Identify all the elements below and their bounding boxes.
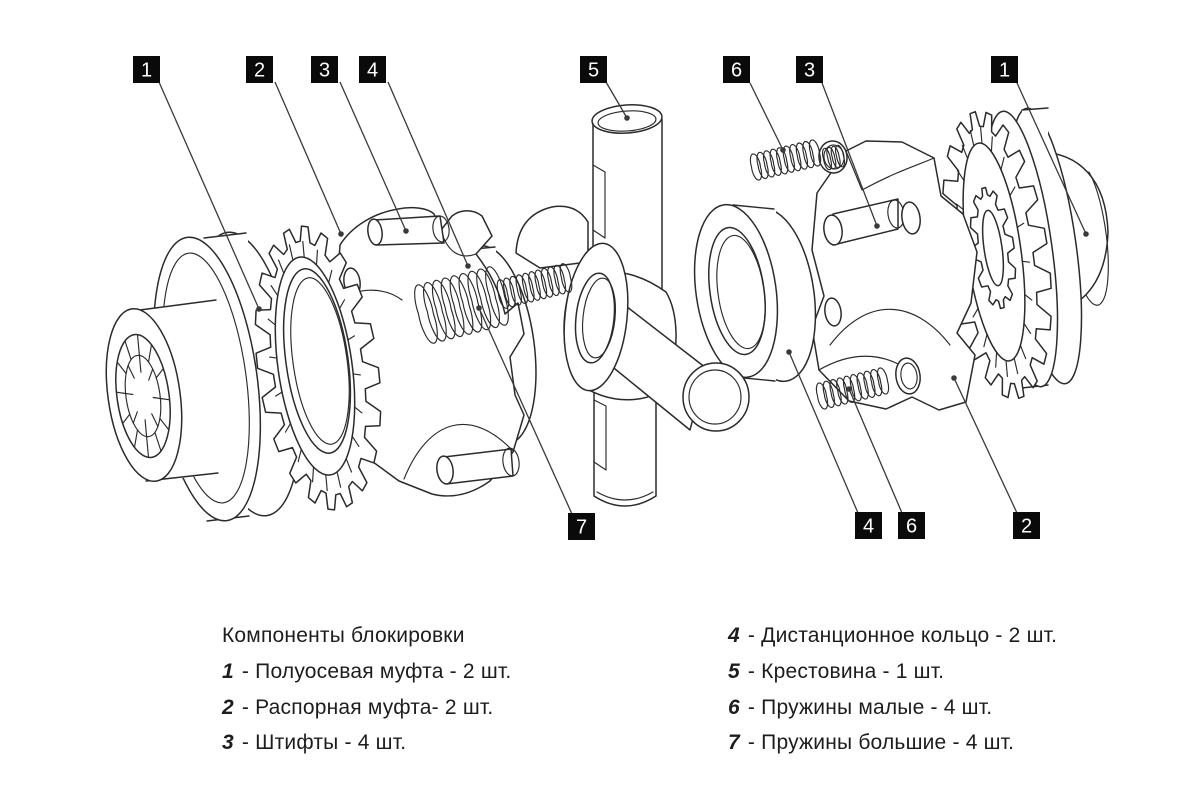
- callout-number: 2: [253, 59, 266, 82]
- legend-separator: -: [741, 660, 762, 683]
- callout-5: [580, 56, 607, 83]
- legend-item-text: Распорная муфта- 2 шт.: [255, 696, 494, 719]
- callout-number: 2: [1020, 515, 1033, 538]
- legend-item-7: [728, 731, 1014, 755]
- legend-item-6: [728, 696, 992, 720]
- legend-title: Компоненты блокировки: [222, 624, 465, 647]
- callout-4-left: [359, 56, 386, 83]
- legend-separator: -: [235, 731, 256, 754]
- part-spacer-ring-right: [684, 199, 825, 386]
- callout-6-top: [723, 56, 750, 83]
- legend-item-1: [222, 660, 511, 684]
- legend-separator: -: [741, 696, 762, 719]
- callout-2-left: [246, 56, 273, 83]
- legend-item-2: [222, 696, 493, 720]
- shaft-bottom: [594, 390, 656, 506]
- legend-separator: -: [235, 696, 256, 719]
- small-spring-top: [750, 140, 820, 180]
- callout-4-bottom: [855, 512, 882, 539]
- callout-3-right: [796, 56, 823, 83]
- legend-separator: -: [741, 624, 762, 647]
- callout-2-bottom: [1013, 512, 1040, 539]
- callout-number: 4: [366, 59, 379, 82]
- legend-item-number: 5: [728, 660, 740, 683]
- legend-item-number: 3: [222, 731, 234, 754]
- legend-item-text: Пружины малые - 4 шт.: [761, 696, 993, 719]
- legend-item-5: [728, 660, 944, 684]
- legend-item-3: [222, 731, 406, 755]
- legend-item-number: 4: [728, 624, 740, 647]
- callout-1-right: [991, 56, 1018, 83]
- callout-number: 6: [730, 59, 743, 82]
- callout-1-left: [133, 56, 160, 83]
- legend-item-text: Полуосевая муфта - 2 шт.: [255, 660, 512, 683]
- spider-arm-end: [683, 363, 749, 431]
- callout-6-bottom: [898, 512, 925, 539]
- callout-number: 5: [587, 59, 600, 82]
- callout-number: 7: [575, 516, 588, 539]
- callout-number: 6: [905, 515, 918, 538]
- callout-number: 4: [862, 515, 875, 538]
- spider-rear-arm: [516, 206, 588, 268]
- legend-separator: -: [741, 731, 762, 754]
- legend-item-number: 1: [222, 660, 234, 683]
- legend-item-number: 7: [728, 731, 740, 754]
- legend-item-text: Штифты - 4 шт.: [255, 731, 407, 754]
- legend-item-number: 6: [728, 696, 740, 719]
- callout-7: [568, 513, 595, 540]
- callout-number: 1: [140, 59, 153, 82]
- callout-number: 3: [318, 59, 331, 82]
- legend-item-text: Дистанционное кольцо - 2 шт.: [761, 624, 1058, 647]
- legend-separator: -: [235, 660, 256, 683]
- callout-number: 3: [803, 59, 816, 82]
- legend-item-number: 2: [222, 696, 234, 719]
- legend-item-text: Крестовина - 1 шт.: [761, 660, 945, 683]
- callout-3-left: [311, 56, 338, 83]
- callout-number: 1: [998, 59, 1011, 82]
- legend-item-4: [728, 624, 1057, 648]
- legend-item-text: Пружины большие - 4 шт.: [761, 731, 1015, 754]
